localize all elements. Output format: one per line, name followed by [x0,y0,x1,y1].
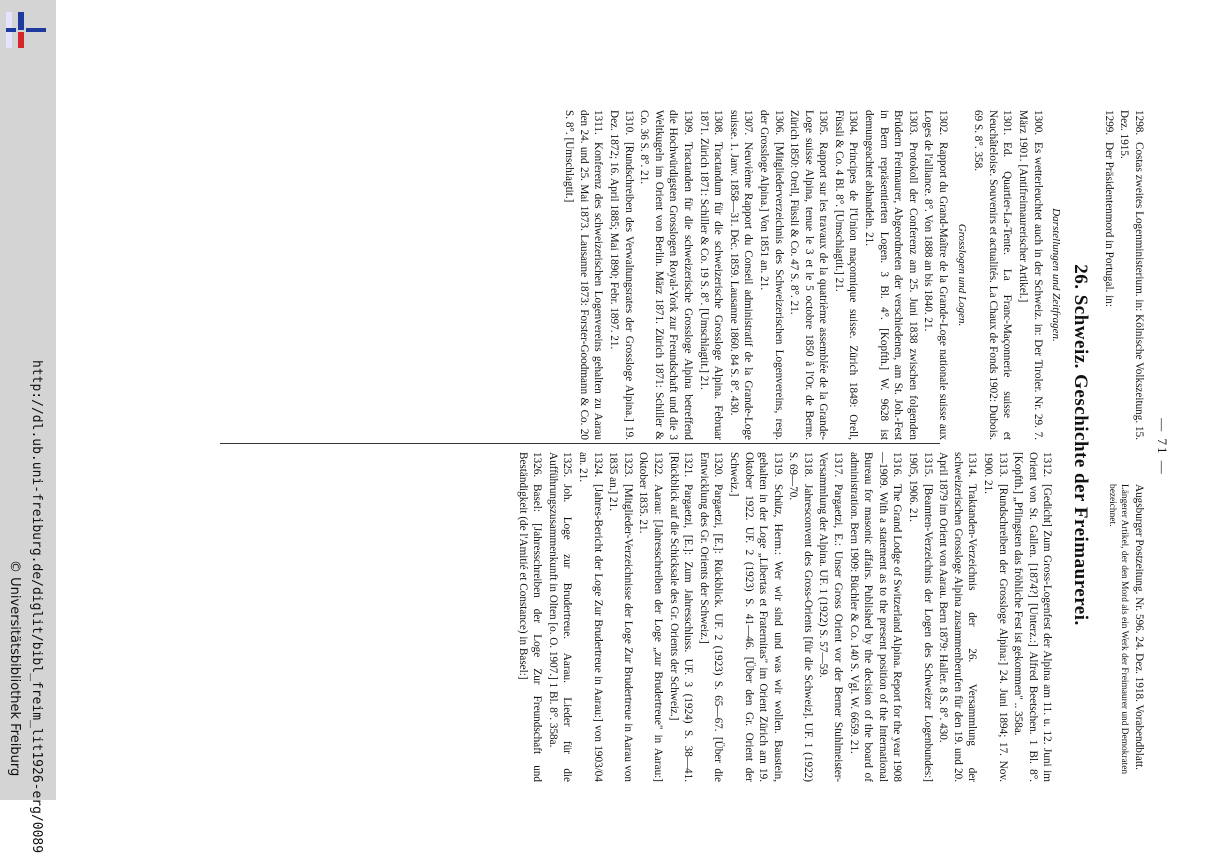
list-item: 1315.[Beamten-Verzeichnis der Logen des Schweizer Logenbundes:] 1905, 1906. 21. [907,452,934,782]
section-title: 26. Schweiz. Geschichte der Freimaurerei. [1070,264,1092,626]
subheading: Darstellungen und Zeitfragen. [1050,208,1063,342]
list-item: 1326.Basel: [Jahresschreiben der Loge Zur Freundschaft und Beständigkeit (de l'Amitié et Constance) in Basel:] [516,452,544,782]
list-item: 1311.Konferenz des schweizerischen Logenvereins gehalten zu Aarau den 24. und 25. Mai 1873. Lausanne 1873: Forster-Goodmann & Co. 20 S. 8°. [Umschlagtit.] [563,110,605,440]
library-logo-icon[interactable] [4,8,48,52]
list-item: 1322.Aarau: [Jahresschreiben der Loge „zur Brudertreue" in Aarau:] Oktober 1835. 21. [637,452,664,782]
list-item: 1319.Schütz, Herm.: Wer wir sind und was wir wollen. Baustein, gehalten in der Loge „Libertas et Fraternitas" im Orient Zürich am 19. Oktober 1922. UF. 2 (1923) S. 41—46. [Über den Gr. Orient der Schweiz.] [727,452,784,782]
list-item: 1299.Der Präsidentenmord in Portugal. in: [1102,110,1115,307]
list-item: 1309.Tractanden für die schweizerische Grossloge Alpina betreffend die Hochwürdigsten Grosslogen Royal-York zur Freundschaft und die 3 Weltkugeln im Orient von Berlin. März 1871. Zürich 1871: Schiller & Co. 36 S. 8°. 21. [638,110,694,440]
list-item: 1314.Traktanden-Verzeichnis der 26. Versammlung der schweizerischen Grossloge Alpina zusammenberufen für den 19. und 20. April 1879 im Orient von Aarau. Bern 1879: Haller. 8 S. 8°. 430. [937,452,979,782]
scanned-page [60,0,1210,800]
right-column [166,452,1146,782]
page-number: — 71 — [1155,418,1170,476]
list-item: 1308.Tractandum für die schweizerische Grossloge Alpina. Februar 1871. Zürich 1871: Schiller & Co. 19 S. 8°. [Umschlagtit.] 21. [697,110,725,440]
list-item: 1321.Pargaetzi, [E.]: Zum Jahresschluss. UF. 3 (1924) S. 38—41. [Rückblick auf die Schicksale des Gr. Orients der Schweiz.] [667,452,695,782]
list-item: 1298.Costas zweites Logenministerium. in: Kölnische Volkszeitung. 15. Dez. 1915. [1118,110,1145,440]
list-item: 1312.[Gedicht] Zum Gross-Logenfest der Alpina am 11. u. 12. Juni im Orient von St. Gallen. [1874?] [Unterz.:] Alfred Beetschen. 1 Bl. 8°. [Kopfth.] „Pflingsten das fröhliche Fest ist gekommen" .. 358a. [1012,452,1054,782]
list-item: 1307.Neuvième Rapport du Conseil administratif de la Grande-Loge suisse. 1. Janv. 1858—31. Déc. 1859. Lausanne 1860. 84 S. 8°. 430. [727,110,755,440]
list-item: 1301.Ed. Quartier-La-Tente. La Franc-Maçonnerie suisse et Neuchâteloise. Souvenirs et actualités. La Chaux de Fonds 1902: Dubois. 69 S. 8°. 358. [972,110,1014,440]
list-item: 1316.The Grand Lodge of Switzerland Alpina. Report for the year 1908—1909. With a statement as to the present position of the International Bureau for masonic affairs. Published by the decision of the board of administration. Bern 1909: Büchler & Co. 140 S. Vgl. W. 6659. 21. [847,452,904,782]
list-item: 1325.Joh. Loge zur Brudertreue. Aarau. Lieder für die Aufführungszusammenkunft in Olten [o. O. 1907.] 1 Bl. 8°. 358a. [546,452,574,782]
copyright-text: © Universitätsbibliothek Freiburg [7,560,22,777]
list-item: Augsburger Postzeitung. Nr. 596. 24. Dez. 1918. Vorabendblatt. [1133,484,1145,770]
list-item: 1305.Rapport sur les travaux de la quatrième assemblée de la Grande-Loge suisse Alpina, tenue le 3 et le 5 octobre 1850 à l'Or. de Berne. Zürich 1850: Orell, Füssli & Co. 47 S. 8°. 21. [788,110,830,440]
url-text[interactable]: http://dl.ub.uni-freiburg.de/diglit/bibl_freim_lit1926-erg/0089 [29,360,44,853]
viewer-sidebar [0,0,56,853]
column-divider [220,443,940,444]
list-item: 1303.Protokoll der Conferenz am 25. Juni 1838 zwischen folgenden Brüdern Freimaurer, Abgeordneten der verschiedenen, am St. Joh.-Fest in Bern repräsentierten Logen. 3 Bl. 4°. [Kopfth.] W. 9628 ist demungeachtet abhandeln. 21. [863,110,919,440]
subheading: Grosslogen und Logen. [955,223,968,327]
list-item: 1304.Principes de l'Union maçonnique suisse. Zürich 1849: Orell, Füssli & Co. 4 Bl. 8°. [Umschlagtit.] 21. [832,110,860,440]
list-item: 1320.Pargaetzi, [E.]: Rückblick. UF. 2 (1923) S. 65—67. [Über die Entwicklung des Gr. Orients der Schweiz.] [697,452,725,782]
list-item: 1318.Jahresconvent des Gross-Orients [für die Schweiz]. UF. 1 (1922) S. 69—70. [787,452,814,782]
list-item: 1317.Pargaetzi, E.: Unser Gross Orient vor der Berner Stuhlmeister-Versammlung der Alpina. UF. 1 (1922) S. 57—59. [817,452,845,782]
list-item: 1300.Es wetterleuchtet auch in der Schweiz. in: Der Tiroler. Nr. 29. 7. März 1901. [Antifreimaurerischer Artikel.] [1017,110,1044,440]
rotated-page-content [160,102,1170,792]
list-item: 1306.[Mitgliederverzeichnis des Schweizerischen Logenvereins, resp. der Grossloge Alpina.] Von 1851 an. 21. [757,110,785,440]
list-item: 1323.[Mitglieder-Verzeichnisse der Loge Zur Brudertreue in Aarau von 1835 an.] 21. [607,452,634,782]
list-item: 1313.[Rundschreiben der Grossloge Alpina:] 24. Juni 1894; 17. Nov. 1900. 21. [982,452,1009,782]
list-item: 1324.[Jahres-Bericht der Loge Zur Brudertreue in Aarau:] von 1903/04 an. 21. [577,452,604,782]
list-item: 1310.[Rundschreiben des Verwaltungsrates der Grossloge Alpina.] 19. Dez. 1872; 16. April 1885; Mai 1890; Febr. 1897. 21. [608,110,635,440]
list-item: 1302.Rapport du Grand-Maître de la Grande-Loge nationale suisse aux Loges de l'alliance. 8°. Von 1888 an bis 1840. 21. [922,110,950,440]
note-text: Längerer Artikel, der den Mord als ein Werk der Freimaurer und Demokraten bezeichnet. [1107,484,1130,775]
